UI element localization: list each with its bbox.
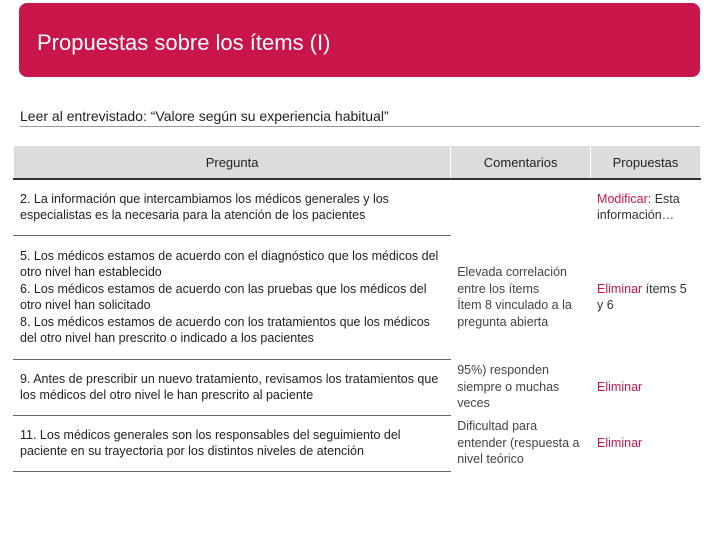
table-row [14, 359, 701, 415]
question-cell: 9. Antes de prescribir un nuevo tratamiento, revisamos los tratamientos que los médicos del otro nivel le han prescrito al paciente [14, 359, 451, 415]
proposal-cell [591, 359, 701, 415]
question-cell [14, 235, 451, 359]
table-row [14, 415, 701, 471]
proposal-action: Modificar [597, 191, 648, 206]
comment-line: Ítem 8 vinculado a la pregunta abierta [457, 298, 572, 329]
comment-cell: Dificultad para entender (respuesta a nivel teórico [451, 415, 591, 471]
intro-text: Leer al entrevistado: “Valore según su experiencia habitual” [20, 108, 389, 124]
comment-line: Elevada correlación entre los ítems [457, 265, 567, 296]
proposal-action: Eliminar [597, 379, 643, 394]
items-table [13, 145, 701, 472]
column-header-pregunta: Pregunta [14, 146, 451, 180]
proposal-action: Eliminar [597, 281, 643, 296]
table-row [14, 179, 701, 235]
divider [20, 126, 700, 127]
comment-cell: 95%) responden siempre o muchas veces [451, 359, 591, 415]
proposal-detail: : Esta información… [597, 191, 680, 223]
question-cell: 2. La información que intercambiamos los médicos generales y los especialistas es la necesaria para la atención de los pacientes [14, 179, 451, 235]
column-header-comentarios: Comentarios [451, 146, 591, 180]
proposal-action: Eliminar [597, 435, 643, 450]
proposal-cell [591, 235, 701, 359]
comment-cell [451, 235, 591, 359]
question-cell: 11. Los médicos generales son los responsables del seguimiento del paciente en su trayectoria por los distintos niveles de atención [14, 415, 451, 471]
question-item: 6. Los médicos estamos de acuerdo con las pruebas que los médicos del otro nivel han solicitado [20, 281, 427, 312]
comment-cell [451, 179, 591, 235]
table-row [14, 235, 701, 359]
question-item: 8. Los médicos estamos de acuerdo con los tratamientos que los médicos del otro nivel han prescrito o indicado a los pacientes [20, 314, 430, 345]
proposal-cell [591, 415, 701, 471]
page-title: Propuestas sobre los ítems (I) [37, 30, 331, 55]
proposal-detail: ítems 5 y 6 [597, 281, 687, 312]
title-banner [19, 3, 700, 77]
table-header-row [14, 146, 701, 180]
column-header-propuestas: Propuestas [591, 146, 701, 180]
question-item: 5. Los médicos estamos de acuerdo con el diagnóstico que los médicos del otro nivel han establecido [20, 248, 439, 279]
proposal-cell [591, 179, 701, 235]
